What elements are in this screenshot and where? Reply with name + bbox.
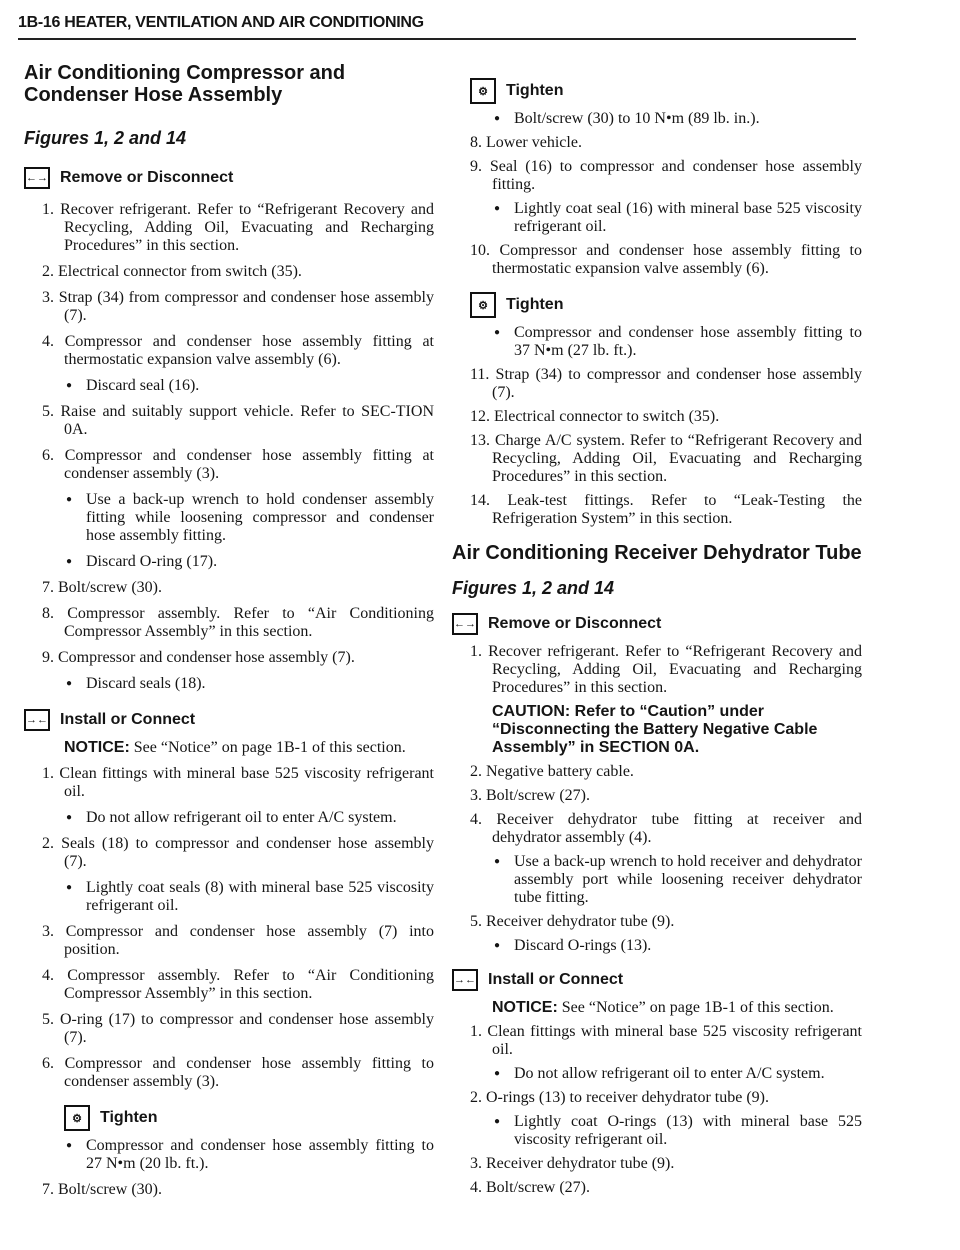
list-item: 12. Electrical connector to switch (35).: [470, 408, 720, 425]
list-item: 3. Compressor and condenser hose assembly (7) into position.: [42, 923, 434, 958]
list-item: 7. Bolt/screw (30).: [42, 579, 162, 596]
list-item: 7. Bolt/screw (30).: [42, 1181, 162, 1198]
section-title: Air Conditioning Compressor and Condenser Hose Assembly: [24, 62, 346, 106]
list-item: ● Compressor and condenser hose assembly fitting to 27 N•m (20 lb. ft.).: [24, 1137, 434, 1173]
header-title: 1B-16 HEATER, VENTILATION AND AIR CONDITIONING: [18, 14, 424, 31]
list-item: 14. Leak-test fittings. Refer to “Leak-Testing the Refrigeration System” in this section.: [470, 492, 862, 527]
notice-label: NOTICE:: [64, 739, 130, 756]
tighten-label: Tighten: [506, 296, 564, 313]
list-item: ● Discard seal (16).: [24, 377, 434, 395]
list-item: 3. Bolt/screw (27).: [470, 787, 590, 804]
list-item: 8. Lower vehicle.: [470, 134, 582, 151]
list-item: ● Use a back-up wrench to hold receiver and dehydrator assembly port while loosening receiver dehydrator tube fitting.: [452, 853, 862, 907]
tighten-label: Tighten: [100, 1109, 158, 1126]
install-label: Install or Connect: [488, 971, 624, 988]
notice: [24, 739, 434, 757]
list-item: 6. Compressor and condenser hose assembly fitting to condenser assembly (3).: [42, 1055, 434, 1090]
list-item: ● Lightly coat seals (8) with mineral base 525 viscosity refrigerant oil.: [24, 879, 434, 915]
list-item: 6. Compressor and condenser hose assembly fitting at condenser assembly (3).: [42, 447, 434, 482]
list-item: 3. Receiver dehydrator tube (9).: [470, 1155, 675, 1172]
list-item: 5. Receiver dehydrator tube (9).: [470, 913, 675, 930]
notice-text: See “Notice” on page 1B-1 of this section.: [561, 999, 834, 1016]
notice-text: See “Notice” on page 1B-1 of this section.: [133, 739, 406, 756]
list-item: ● Do not allow refrigerant oil to enter A/C system.: [452, 1065, 862, 1083]
list-item: 11. Strap (34) to compressor and condenser hose assembly (7).: [470, 366, 862, 401]
list-item: 2. Negative battery cable.: [470, 763, 634, 780]
tighten-heading: [452, 292, 862, 318]
list-item: ● Bolt/screw (30) to 10 N•m (89 lb. in.).: [452, 110, 862, 128]
tighten-heading: [452, 78, 862, 104]
section-title: Air Conditioning Receiver Dehydrator Tube: [452, 542, 862, 564]
install-label: Install or Connect: [60, 711, 196, 728]
list-item: 5. O-ring (17) to compressor and condenser hose assembly (7).: [42, 1011, 434, 1046]
install-heading: [24, 709, 434, 731]
list-item: ● Lightly coat seal (16) with mineral base 525 viscosity refrigerant oil.: [452, 200, 862, 236]
remove-label: Remove or Disconnect: [488, 615, 662, 632]
remove-arrows-icon: ←→: [452, 613, 478, 635]
torque-wrench-icon: ⚙: [470, 78, 496, 104]
right-column: [452, 62, 862, 1197]
caution-note: CAUTION: Refer to “Caution” under “Disconnecting the Battery Negative Cable Assembly” in SECTION 0A.: [492, 703, 818, 756]
remove-heading: [24, 167, 434, 189]
list-item: 4. Bolt/screw (27).: [470, 1179, 590, 1196]
torque-wrench-icon: ⚙: [64, 1105, 90, 1131]
list-item: 8. Compressor assembly. Refer to “Air Conditioning Compressor Assembly” in this section.: [42, 605, 434, 640]
tighten-label: Tighten: [506, 82, 564, 99]
install-arrows-icon: →←: [452, 969, 478, 991]
page-header: [18, 14, 856, 40]
list-item: ● Do not allow refrigerant oil to enter A/C system.: [24, 809, 434, 827]
install-arrows-icon: →←: [24, 709, 50, 731]
list-item: 10. Compressor and condenser hose assembly fitting to thermostatic expansion valve assembly (6).: [470, 242, 862, 277]
list-item: ● Discard O-ring (17).: [24, 553, 434, 571]
list-item: 1. Clean fittings with mineral base 525 viscosity refrigerant oil.: [470, 1023, 862, 1058]
remove-label: Remove or Disconnect: [60, 169, 234, 186]
list-item: ● Discard seals (18).: [24, 675, 434, 693]
list-item: 13. Charge A/C system. Refer to “Refrigerant Recovery and Recycling, Adding Oil, Evacuating and Recharging Procedures” in this section.: [470, 432, 862, 485]
list-item: 4. Receiver dehydrator tube fitting at receiver and dehydrator assembly (4).: [470, 811, 862, 846]
list-item: 1. Recover refrigerant. Refer to “Refrigerant Recovery and Recycling, Adding Oil, Evacuating and Recharging Procedures” in this section.: [470, 643, 862, 696]
list-item: 9. Compressor and condenser hose assembly (7).: [42, 649, 355, 666]
list-item: ● Lightly coat O-rings (13) with mineral base 525 viscosity refrigerant oil.: [452, 1113, 862, 1149]
list-item: ● Use a back-up wrench to hold condenser assembly fitting while loosening compressor and condenser hose assembly fitting.: [24, 491, 434, 545]
list-item: 4. Compressor and condenser hose assembly fitting at thermostatic expansion valve assembly (6).: [42, 333, 434, 368]
list-item: 4. Compressor assembly. Refer to “Air Conditioning Compressor Assembly” in this section.: [42, 967, 434, 1002]
left-column: [24, 62, 434, 1199]
list-item: 3. Strap (34) from compressor and condenser hose assembly (7).: [42, 289, 434, 324]
notice-label: NOTICE:: [492, 999, 558, 1016]
figures-ref: Figures 1, 2 and 14: [452, 578, 615, 598]
tighten-heading: [24, 1105, 434, 1131]
list-item: 9. Seal (16) to compressor and condenser hose assembly fitting.: [470, 158, 862, 193]
list-item: 2. Electrical connector from switch (35).: [42, 263, 302, 280]
notice: [452, 999, 862, 1017]
torque-wrench-icon: ⚙: [470, 292, 496, 318]
remove-heading: [452, 613, 862, 635]
figures-ref: Figures 1, 2 and 14: [24, 128, 187, 148]
list-item: ● Discard O-rings (13).: [452, 937, 862, 955]
install-heading: [452, 969, 862, 991]
remove-arrows-icon: ←→: [24, 167, 50, 189]
list-item: 1. Recover refrigerant. Refer to “Refrigerant Recovery and Recycling, Adding Oil, Evacuating and Recharging Procedures” in this section.: [42, 201, 434, 254]
list-item: ● Compressor and condenser hose assembly fitting to 37 N•m (27 lb. ft.).: [452, 324, 862, 360]
list-item: 2. O-rings (13) to receiver dehydrator tube (9).: [470, 1089, 769, 1106]
list-item: 5. Raise and suitably support vehicle. Refer to SEC-TION 0A.: [42, 403, 434, 438]
list-item: 2. Seals (18) to compressor and condenser hose assembly (7).: [42, 835, 434, 870]
list-item: 1. Clean fittings with mineral base 525 viscosity refrigerant oil.: [42, 765, 434, 800]
